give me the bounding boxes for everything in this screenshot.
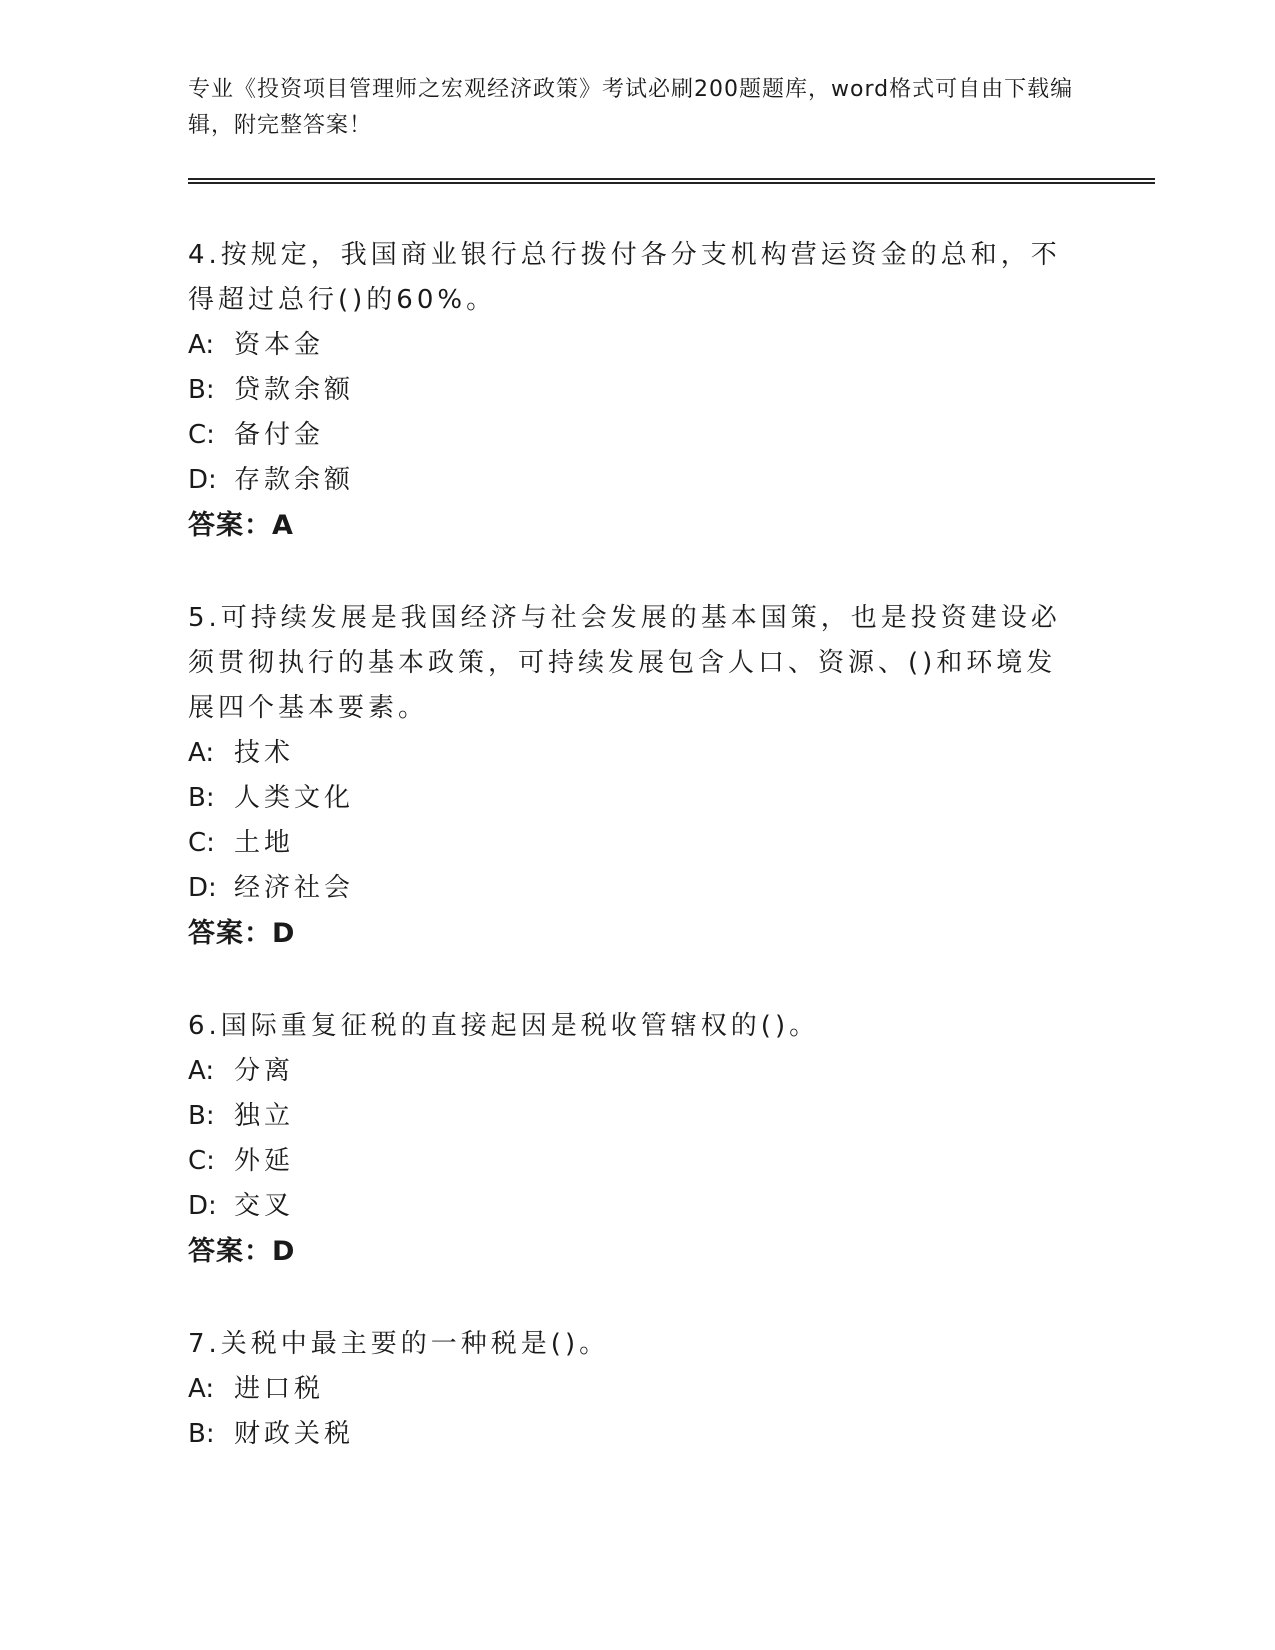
option-a bbox=[188, 1367, 1068, 1412]
option-a bbox=[188, 323, 1068, 368]
option-text: 人类文化 bbox=[234, 783, 355, 813]
option-d bbox=[188, 866, 1068, 911]
option-key: D: bbox=[188, 465, 217, 495]
option-text: 财政关税 bbox=[234, 1419, 355, 1449]
option-a bbox=[188, 731, 1068, 776]
option-key: D: bbox=[188, 873, 217, 903]
option-text: 贷款余额 bbox=[234, 375, 355, 405]
option-text: 交叉 bbox=[234, 1191, 295, 1221]
question-item bbox=[188, 596, 1068, 956]
option-text: 资本金 bbox=[234, 330, 325, 360]
option-text: 存款余额 bbox=[234, 465, 355, 495]
question-stem: 5.可持续发展是我国经济与社会发展的基本国策，也是投资建设必须贯彻执行的基本政策，可持续发展包含人口、资源、()和环境发展四个基本要素。 bbox=[188, 603, 1061, 723]
option-key: B: bbox=[188, 1101, 215, 1131]
option-text: 经济社会 bbox=[234, 873, 355, 903]
option-b bbox=[188, 1412, 1068, 1457]
option-key: B: bbox=[188, 375, 215, 405]
header-divider bbox=[188, 178, 1155, 184]
option-text: 备付金 bbox=[234, 420, 325, 450]
divider-line-bottom bbox=[188, 182, 1155, 184]
divider-line-top bbox=[188, 178, 1155, 180]
option-key: B: bbox=[188, 1419, 215, 1449]
question-item bbox=[188, 233, 1068, 548]
answer-line: 答案：D bbox=[188, 1236, 296, 1267]
document-intro: 专业《投资项目管理师之宏观经济政策》考试必刷200题题库，word格式可自由下载编辑，附完整答案！ bbox=[188, 77, 1074, 138]
option-text: 进口税 bbox=[234, 1374, 325, 1404]
option-b bbox=[188, 1094, 1068, 1139]
option-text: 技术 bbox=[234, 738, 295, 768]
option-text: 独立 bbox=[234, 1101, 295, 1131]
option-text: 土地 bbox=[234, 828, 295, 858]
option-a bbox=[188, 1049, 1068, 1094]
option-d bbox=[188, 1184, 1068, 1229]
option-key: A: bbox=[188, 1056, 215, 1086]
option-text: 外延 bbox=[234, 1146, 295, 1176]
option-c bbox=[188, 413, 1068, 458]
question-list bbox=[188, 233, 1068, 1505]
option-key: C: bbox=[188, 828, 215, 858]
option-b bbox=[188, 776, 1068, 821]
option-key: D: bbox=[188, 1191, 217, 1221]
option-key: B: bbox=[188, 783, 215, 813]
option-b bbox=[188, 368, 1068, 413]
option-key: A: bbox=[188, 330, 215, 360]
option-key: C: bbox=[188, 420, 215, 450]
answer-line: 答案：D bbox=[188, 918, 296, 949]
question-stem: 7.关税中最主要的一种税是()。 bbox=[188, 1329, 610, 1359]
question-item bbox=[188, 1322, 1068, 1457]
option-text: 分离 bbox=[234, 1056, 295, 1086]
question-stem: 4.按规定，我国商业银行总行拨付各分支机构营运资金的总和，不得超过总行()的60%。 bbox=[188, 240, 1061, 315]
option-key: C: bbox=[188, 1146, 215, 1176]
option-c bbox=[188, 821, 1068, 866]
option-d bbox=[188, 458, 1068, 503]
option-key: A: bbox=[188, 1374, 215, 1404]
question-stem: 6.国际重复征税的直接起因是税收管辖权的()。 bbox=[188, 1011, 820, 1041]
question-item bbox=[188, 1004, 1068, 1274]
option-c bbox=[188, 1139, 1068, 1184]
option-key: A: bbox=[188, 738, 215, 768]
answer-line: 答案：A bbox=[188, 510, 294, 541]
